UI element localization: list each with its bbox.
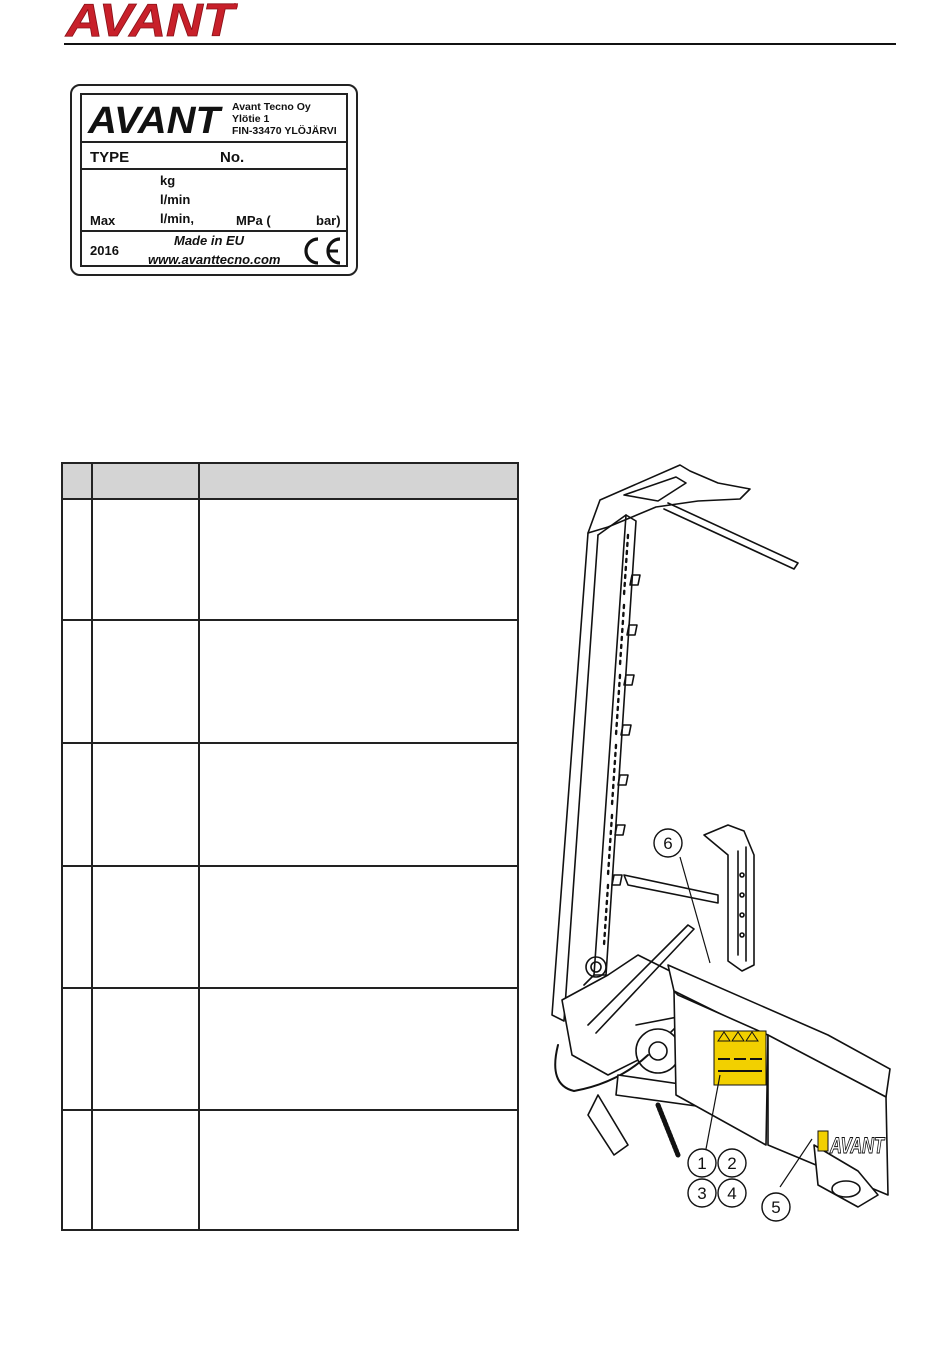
plate-made-in: Made in EU: [174, 233, 245, 248]
plate-divider: [82, 230, 346, 232]
table-column-divider: [198, 464, 200, 1229]
table-row-divider: [63, 619, 517, 621]
plate-company-city: FIN-33470 YLÖJÄRVI: [232, 125, 337, 137]
callout-1-label: 1: [697, 1154, 707, 1173]
mower-attachment-drawing: [528, 455, 908, 1235]
plate-company-name: Avant Tecno Oy: [232, 101, 311, 113]
plate-type-label: TYPE: [90, 149, 130, 166]
plate-max-label: Max: [90, 213, 116, 228]
plate-year: 2016: [90, 243, 119, 258]
registered-mark-icon: ®: [232, 2, 238, 11]
plate-lmin-label: l/min: [160, 192, 191, 207]
plate-company-street: Ylötie 1: [232, 113, 270, 125]
plate-logo: [86, 102, 224, 136]
callout-5-label: 5: [771, 1198, 781, 1217]
sticker-table: [61, 462, 519, 1231]
table-header-row: [63, 464, 517, 500]
table-row-divider: [63, 1109, 517, 1111]
plate-kg-label: kg: [160, 173, 176, 188]
plate-divider: [82, 141, 346, 143]
frame-logo-text: AVANT: [829, 1133, 886, 1158]
plate-frame: [80, 93, 348, 267]
plate-no-label: No.: [220, 149, 245, 166]
callout-3-label: 3: [697, 1184, 707, 1203]
ce-mark-icon: [298, 236, 344, 266]
identification-plate: [70, 84, 358, 276]
header-logo-text: AVANT: [64, 0, 239, 40]
table-row-divider: [63, 742, 517, 744]
header-rule: [64, 43, 896, 45]
table-column-divider: [91, 464, 93, 1229]
small-warning-sticker-icon: [818, 1131, 828, 1151]
avant-header-logo: [64, 0, 244, 40]
plate-lmin2-label: l/min,: [160, 211, 194, 226]
callout-6-label: 6: [663, 834, 673, 853]
plate-website: www.avanttecno.com: [148, 252, 281, 267]
callout-4-label: 4: [727, 1184, 737, 1203]
table-row-divider: [63, 865, 517, 867]
plate-logo-text: AVANT: [86, 102, 223, 136]
plate-bar-label: bar): [316, 213, 341, 228]
plate-mpa-label: MPa (: [236, 213, 271, 228]
table-row-divider: [63, 987, 517, 989]
plate-divider: [82, 168, 346, 170]
callout-2-label: 2: [727, 1154, 737, 1173]
